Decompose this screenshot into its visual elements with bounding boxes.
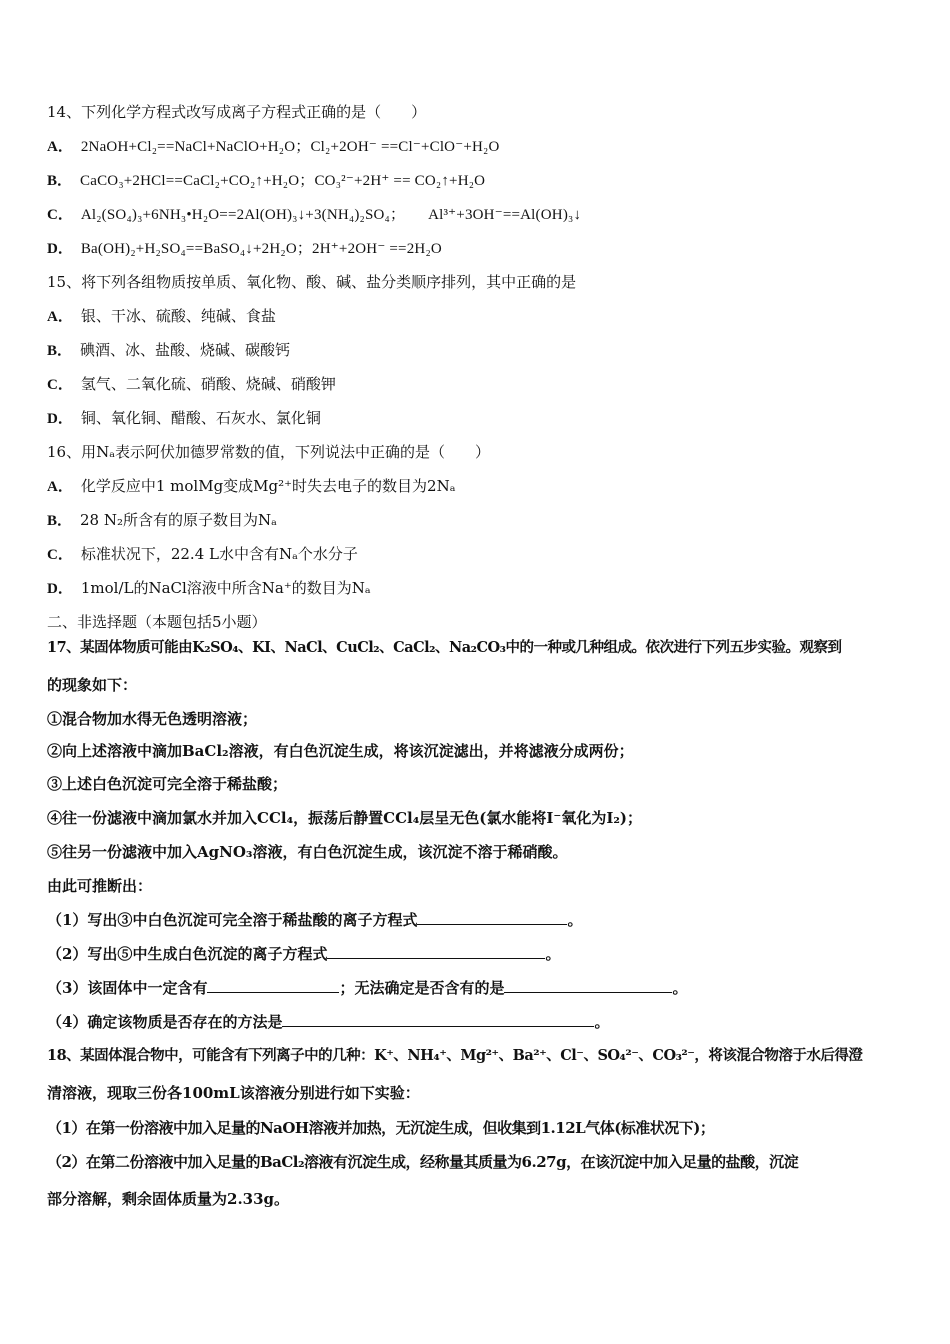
answer-blank[interactable] bbox=[327, 944, 545, 959]
option-text: 标准状况下，22.4 L水中含有Nₐ个水分子 bbox=[80, 545, 358, 563]
sub-suffix: 。 bbox=[672, 979, 688, 997]
option-label: A． bbox=[47, 139, 73, 155]
option-text: 铜、氧化铜、醋酸、石灰水、氯化铜 bbox=[80, 409, 321, 427]
q18-stem-line1: 18、某固体混合物中，可能含有下列离子中的几种：K⁺、NH₄⁺、Mg²⁺、Ba²⁺、Cl⁻、SO₄²⁻、CO₃²⁻，将该混合物溶于水后得澄 bbox=[47, 1047, 863, 1064]
option-text: 氢气、二氧化硫、硝酸、烧碱、硝酸钾 bbox=[80, 375, 336, 393]
q16-option-d bbox=[47, 578, 371, 599]
q14-option-a bbox=[47, 136, 500, 157]
q14-stem: 14、下列化学方程式改写成离子方程式正确的是（ ） bbox=[47, 103, 427, 121]
q17-step-1: ①混合物加水得无色透明溶液； bbox=[47, 710, 258, 728]
option-label: C． bbox=[47, 547, 73, 563]
q14-option-d bbox=[47, 238, 442, 259]
q16-option-a bbox=[47, 476, 456, 497]
option-label: A． bbox=[47, 309, 73, 325]
option-text: 28 N₂所含有的原子数目为Nₐ bbox=[80, 511, 277, 529]
q16-option-b bbox=[47, 510, 277, 531]
option-text: 化学反应中1 molMg变成Mg²⁺时失去电子的数目为2Nₐ bbox=[80, 477, 456, 495]
q14-option-c bbox=[47, 204, 581, 225]
q17-sub-1 bbox=[47, 910, 582, 930]
option-label: B． bbox=[47, 513, 73, 529]
answer-blank[interactable] bbox=[417, 910, 567, 925]
q17-stem-line1: 17、某固体物质可能由K₂SO₄、KI、NaCl、CuCl₂、CaCl₂、Na₂CO₃中的一种或几种组成。依次进行下列五步实验。观察到 bbox=[47, 639, 842, 656]
answer-blank-uncertain[interactable] bbox=[504, 978, 672, 993]
option-text: Ba(OH)₂+H₂SO₄==BaSO₄↓+2H₂O；2H⁺+2OH⁻ ==2H₂O bbox=[80, 241, 442, 257]
option-text: 碘酒、冰、盐酸、烧碱、碳酸钙 bbox=[80, 341, 291, 359]
sub-suffix: 。 bbox=[594, 1013, 610, 1031]
q15-option-b bbox=[47, 340, 290, 361]
option-text: CaCO₃+2HCl==CaCl₂+CO₂↑+H₂O；CO₃²⁻+2H⁺ == CO₂↑+H₂O bbox=[80, 173, 486, 189]
option-label: C． bbox=[47, 377, 73, 393]
sub-prompt: （1）写出③中白色沉淀可完全溶于稀盐酸的离子方程式 bbox=[47, 911, 418, 929]
option-label: D． bbox=[47, 411, 73, 427]
sub-prompt: （4）确定该物质是否存在的方法是 bbox=[47, 1013, 283, 1031]
option-label: C． bbox=[47, 207, 73, 223]
q18-stem-line2: 清溶液，现取三份各100mL该溶液分别进行如下实验： bbox=[47, 1084, 420, 1102]
option-label: B． bbox=[47, 343, 73, 359]
q17-sub-2 bbox=[47, 944, 560, 964]
sub-prompt: （3）该固体中一定含有 bbox=[47, 979, 208, 997]
q17-sub-3 bbox=[47, 978, 687, 998]
q17-step-3: ③上述白色沉淀可完全溶于稀盐酸； bbox=[47, 775, 288, 793]
section-title: 二、非选择题（本题包括5小题） bbox=[47, 613, 267, 631]
option-text: 1mol/L的NaCl溶液中所含Na⁺的数目为Nₐ bbox=[80, 579, 371, 597]
q18-sub-2-cont: 部分溶解，剩余固体质量为2.33g。 bbox=[47, 1190, 290, 1208]
q18-sub-1: （1）在第一份溶液中加入足量的NaOH溶液并加热，无沉淀生成，但收集到1.12L气体(标准状况下)； bbox=[47, 1119, 715, 1137]
q17-sub-4 bbox=[47, 1012, 609, 1032]
option-label: B． bbox=[47, 173, 73, 189]
q14-option-b bbox=[47, 170, 485, 191]
q17-infer: 由此可推断出： bbox=[47, 877, 153, 895]
sub-prompt: （2）写出⑤中生成白色沉淀的离子方程式 bbox=[47, 945, 328, 963]
answer-blank-definite[interactable] bbox=[207, 978, 339, 993]
option-text: 银、干冰、硫酸、纯碱、食盐 bbox=[80, 307, 276, 325]
q15-option-c bbox=[47, 374, 336, 395]
answer-blank[interactable] bbox=[282, 1012, 594, 1027]
q15-stem: 15、将下列各组物质按单质、氧化物、酸、碱、盐分类顺序排列，其中正确的是 bbox=[47, 273, 577, 291]
q17-step-4: ④往一份滤液中滴加氯水并加入CCl₄，振荡后静置CCl₄层呈无色(氯水能将I⁻氧化为I₂)； bbox=[47, 809, 643, 827]
q15-option-d bbox=[47, 408, 321, 429]
sub-middle: ；无法确定是否含有的是 bbox=[339, 979, 505, 997]
option-label: D． bbox=[47, 581, 73, 597]
q15-option-a bbox=[47, 306, 276, 327]
q17-stem-line2: 的现象如下： bbox=[47, 676, 138, 694]
q16-stem: 16、用Nₐ表示阿伏加德罗常数的值，下列说法中正确的是（ ） bbox=[47, 443, 491, 461]
q17-step-2: ②向上述溶液中滴加BaCl₂溶液，有白色沉淀生成，将该沉淀滤出，并将滤液分成两份； bbox=[47, 742, 634, 760]
option-label: D． bbox=[47, 241, 73, 257]
option-label: A． bbox=[47, 479, 73, 495]
q16-option-c bbox=[47, 544, 358, 565]
sub-suffix: 。 bbox=[567, 911, 583, 929]
option-text: Al₂(SO₄)₃+6NH₃•H₂O==2Al(OH)₃↓+3(NH₄)₂SO₄； Al³⁺+3OH⁻==Al(OH)₃↓ bbox=[80, 207, 582, 223]
option-text: 2NaOH+Cl₂==NaCl+NaClO+H₂O；Cl₂+2OH⁻ ==Cl⁻+ClO⁻+H₂O bbox=[80, 139, 500, 155]
sub-suffix: 。 bbox=[545, 945, 561, 963]
q17-step-5: ⑤往另一份滤液中加入AgNO₃溶液，有白色沉淀生成，该沉淀不溶于稀硝酸。 bbox=[47, 843, 568, 861]
q18-sub-2: （2）在第二份溶液中加入足量的BaCl₂溶液有沉淀生成，经称量其质量为6.27g，在该沉淀中加入足量的盐酸，沉淀 bbox=[47, 1153, 799, 1171]
